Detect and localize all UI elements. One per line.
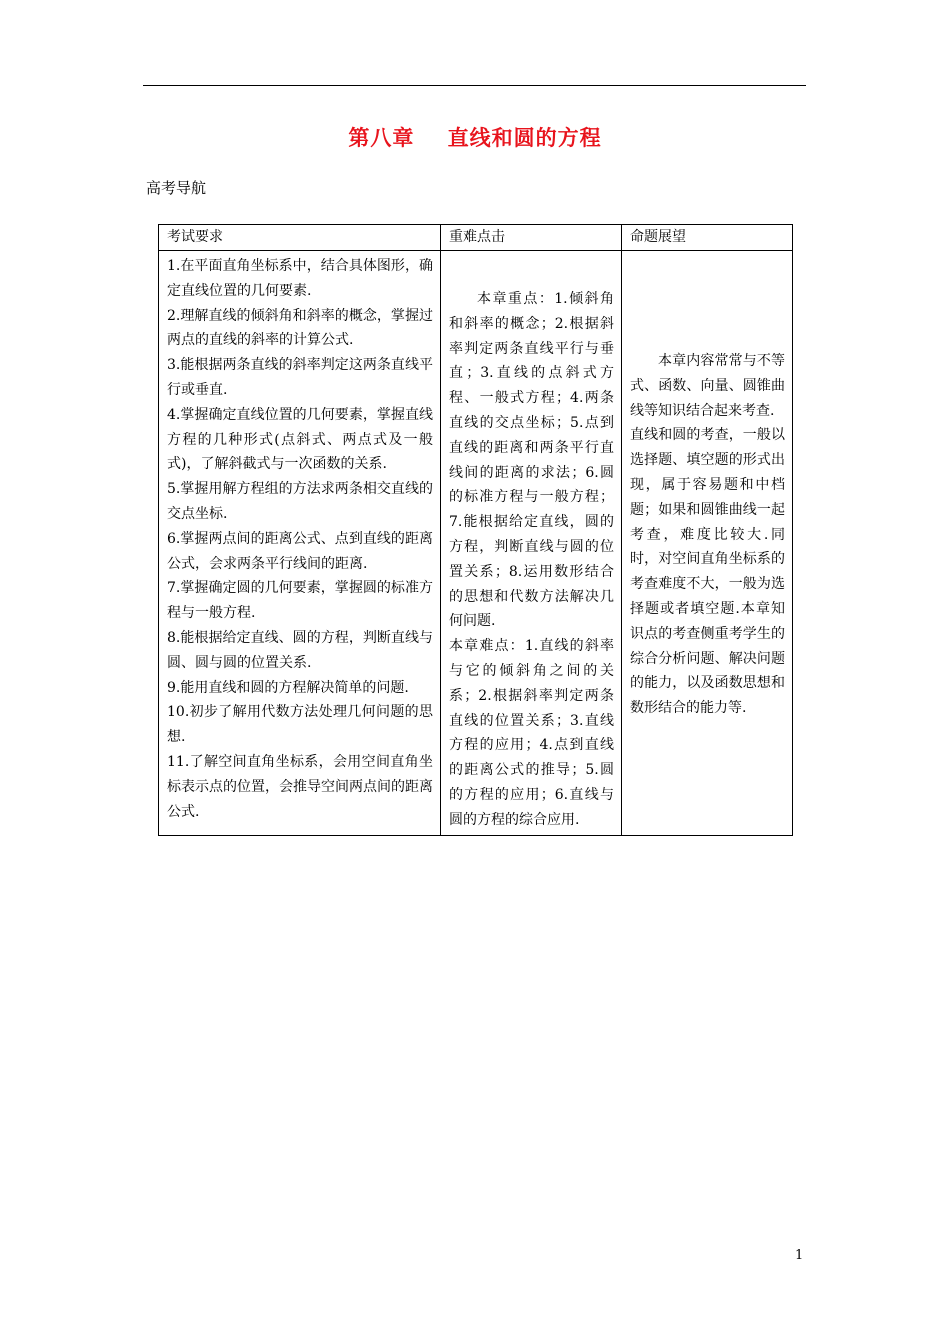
key-points-text: 本章重点：1.倾斜角和斜率的概念；2.根据斜率判定两条直线平行与垂直；3.直线的点斜式方程、一般式方程；4.两条直线的交点坐标；5.点到直线的距离和两条平行直线间的距离的求法；6.圆的标准方程与一般方程；7.能根据给定直线，圆的方程，判断直线与圆的位置关系；8.运用数形结合的思想和代数方法解决几何问题.	[449, 291, 614, 630]
chapter-title: 第八章 直线和圆的方程	[348, 126, 602, 150]
section-label: 高考导航	[146, 179, 207, 197]
requirement-item: 9.能用直线和圆的方程解决简单的问题.	[167, 679, 409, 696]
header-key-difficult-points: 重难点击	[441, 225, 622, 251]
header-rule	[143, 85, 806, 86]
header-exam-requirements: 考试要求	[159, 225, 441, 251]
outlook-text-1: 本章内容常常与不等式、函数、向量、圆锥曲线等知识结合起来考查.	[630, 353, 785, 419]
key-points-cell	[441, 251, 622, 836]
requirement-item: 2.理解直线的倾斜角和斜率的概念，掌握过两点的直线的斜率的计算公式.	[167, 307, 433, 349]
requirement-item: 8.能根据给定直线、圆的方程，判断直线与圆、圆与圆的位置关系.	[167, 629, 433, 671]
requirement-item: 7.掌握确定圆的几何要素，掌握圆的标准方程与一般方程.	[167, 580, 433, 622]
requirement-item: 10.初步了解用代数方法处理几何问题的思想.	[167, 704, 433, 746]
requirement-item: 6.掌握两点间的距离公式、点到直线的距离公式，会求两条平行线间的距离.	[167, 530, 433, 572]
outlook-cell	[622, 251, 793, 836]
table-header-row	[159, 225, 793, 251]
page-number: 1	[795, 1248, 804, 1263]
requirements-cell	[159, 251, 441, 836]
requirement-item: 3.能根据两条直线的斜率判定这两条直线平行或垂直.	[167, 357, 433, 398]
requirement-item: 4.掌握确定直线位置的几何要素，掌握直线方程的几种形式(点斜式、两点式及一般式)，了解斜截式与一次函数的关系.	[167, 406, 433, 473]
table-content-row	[159, 251, 793, 836]
requirement-item: 11.了解空间直角坐标系，会用空间直角坐标表示点的位置，会推导空间两点间的距离公式.	[167, 753, 433, 820]
header-exam-outlook: 命题展望	[622, 225, 793, 251]
requirement-item: 1.在平面直角坐标系中，结合具体图形，确定直线位置的几何要素.	[167, 258, 433, 299]
difficult-points-text: 本章难点：1.直线的斜率与它的倾斜角之间的关系；2.根据斜率判定两条直线的位置关系；3.直线方程的应用；4.点到直线的距离公式的推导；5.圆的方程的应用；6.直线与圆的方程的综合应用.	[449, 638, 614, 828]
requirement-item: 5.掌握用解方程组的方法求两条相交直线的交点坐标.	[167, 481, 433, 522]
exam-guide-table	[158, 224, 793, 836]
outlook-text-2: 直线和圆的考查，一般以选择题、填空题的形式出现，属于容易题和中档题；如果和圆锥曲线一起考查，难度比较大.同时，对空间直角坐标系的考查难度不大，一般为选择题或者填空题.本章知识点的考查侧重考学生的综合分析问题、解决问题的能力，以及函数思想和数形结合的能力等.	[630, 427, 785, 717]
